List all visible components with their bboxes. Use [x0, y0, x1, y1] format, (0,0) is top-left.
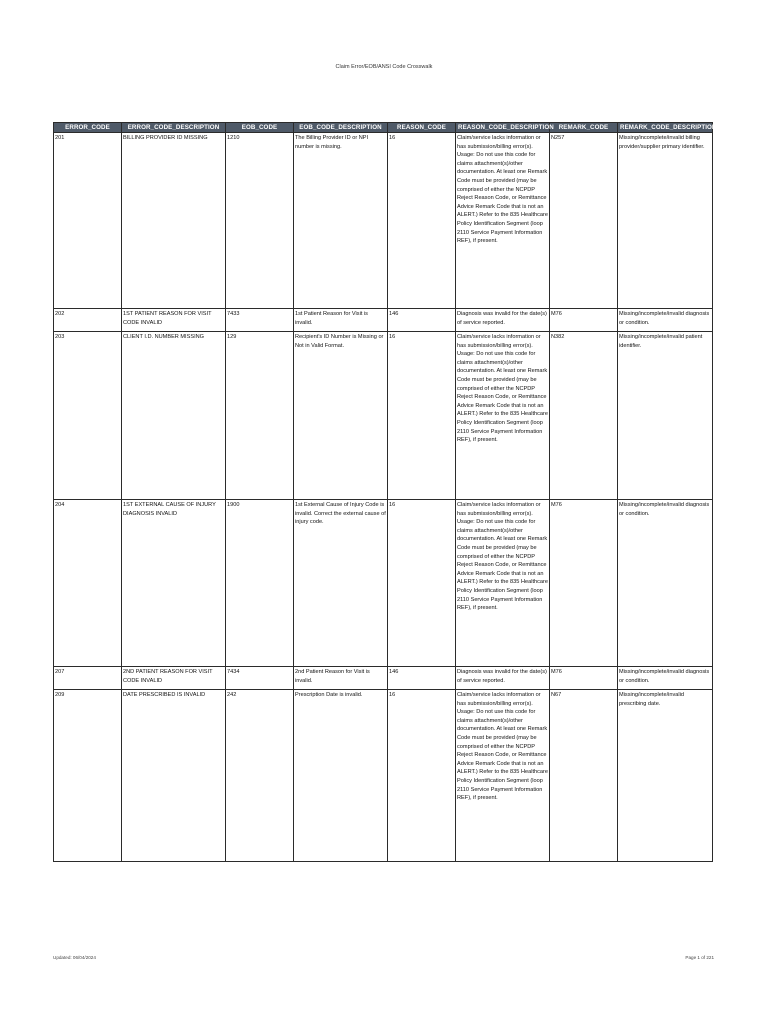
- table-row: [54, 133, 713, 309]
- cell-reason-description: Diagnosis was invalid for the date(s) of service reported.: [456, 309, 550, 332]
- cell-remark-description: Missing/incomplete/invalid diagnosis or condition.: [618, 667, 713, 690]
- cell-error-code: 202: [54, 309, 122, 332]
- cell-eob-description: 1st External Cause of Injury Code is invalid. Correct the external cause of injury code.: [294, 500, 388, 667]
- cell-error-description: 2ND PATIENT REASON FOR VISIT CODE INVALID: [122, 667, 226, 690]
- header-reason-code-description: REASON_CODE_DESCRIPTION: [456, 123, 550, 133]
- cell-error-code: 201: [54, 133, 122, 309]
- cell-remark-description: Missing/incomplete/invalid diagnosis or condition.: [618, 500, 713, 667]
- cell-reason-code: 16: [388, 133, 456, 309]
- cell-reason-code: 16: [388, 500, 456, 667]
- table-row: [54, 309, 713, 332]
- header-error-code-description: ERROR_CODE_DESCRIPTION: [122, 123, 226, 133]
- table-row: [54, 500, 713, 667]
- cell-reason-code: 16: [388, 690, 456, 862]
- cell-remark-description: Missing/incomplete/invalid diagnosis or condition.: [618, 309, 713, 332]
- cell-reason-description: Diagnosis was invalid for the date(s) of service reported.: [456, 667, 550, 690]
- cell-remark-description: Missing/incomplete/invalid patient identifier.: [618, 332, 713, 500]
- cell-remark-description: Missing/incomplete/invalid billing provider/supplier primary identifier.: [618, 133, 713, 309]
- cell-error-description: 1ST PATIENT REASON FOR VISIT CODE INVALID: [122, 309, 226, 332]
- cell-reason-description: Claim/service lacks information or has submission/billing error(s). Usage: Do not use this code for claims attachment(s)/other documentation. At least one Remark Code must be provided (may be comprised of either the NCPDP Reject Reason Code, or Remittance Advice Remark Code that is not an ALERT.) Refer to the 835 Healthcare Policy Identification Segment (loop 2110 Service Payment Information REF), if present.: [456, 690, 550, 862]
- cell-eob-code: 242: [226, 690, 294, 862]
- table-row: [54, 667, 713, 690]
- cell-remark-code: N257: [550, 133, 618, 309]
- cell-remark-code: M76: [550, 667, 618, 690]
- cell-reason-description: Claim/service lacks information or has submission/billing error(s). Usage: Do not use this code for claims attachment(s)/other documentation. At least one Remark Code must be provided (may be comprised of either the NCPDP Reject Reason Code, or Remittance Advice Remark Code that is not an ALERT.) Refer to the 835 Healthcare Policy Identification Segment (loop 2110 Service Payment Information REF), if present.: [456, 500, 550, 667]
- header-row: [54, 123, 713, 133]
- header-error-code: ERROR_CODE: [54, 123, 122, 133]
- cell-error-code: 207: [54, 667, 122, 690]
- header-reason-code: REASON_CODE: [388, 123, 456, 133]
- cell-remark-code: N67: [550, 690, 618, 862]
- cell-remark-description: Missing/incomplete/invalid prescribing date.: [618, 690, 713, 862]
- cell-error-description: DATE PRESCRIBED IS INVALID: [122, 690, 226, 862]
- crosswalk-table: [53, 122, 717, 862]
- cell-eob-code: 1900: [226, 500, 294, 667]
- cell-eob-description: Recipient's ID Number is Missing or Not in Valid Format.: [294, 332, 388, 500]
- table-row: [54, 690, 713, 862]
- header-eob-code-description: EOB_CODE_DESCRIPTION: [294, 123, 388, 133]
- cell-reason-code: 146: [388, 667, 456, 690]
- cell-error-code: 203: [54, 332, 122, 500]
- cell-reason-code: 16: [388, 332, 456, 500]
- cell-eob-description: 2nd Patient Reason for Visit is invalid.: [294, 667, 388, 690]
- cell-remark-code: M76: [550, 500, 618, 667]
- cell-error-description: 1ST EXTERNAL CAUSE OF INJURY DIAGNOSIS INVALID: [122, 500, 226, 667]
- cell-eob-code: 1210: [226, 133, 294, 309]
- footer-page-number: Page 1 of 221: [685, 955, 714, 960]
- cell-remark-code: M76: [550, 309, 618, 332]
- cell-error-description: CLIENT I.D. NUMBER MISSING: [122, 332, 226, 500]
- cell-eob-code: 7434: [226, 667, 294, 690]
- cell-error-code: 204: [54, 500, 122, 667]
- cell-reason-description: Claim/service lacks information or has submission/billing error(s). Usage: Do not use this code for claims attachment(s)/other documentation. At least one Remark Code must be provided (may be comprised of either the NCPDP Reject Reason Code, or Remittance Advice Remark Code that is not an ALERT.) Refer to the 835 Healthcare Policy Identification Segment (loop 2110 Service Payment Information REF), if present.: [456, 332, 550, 500]
- cell-eob-code: 129: [226, 332, 294, 500]
- cell-reason-description: Claim/service lacks information or has submission/billing error(s). Usage: Do not use this code for claims attachment(s)/other documentation. At least one Remark Code must be provided (may be comprised of either the NCPDP Reject Reason Code, or Remittance Advice Remark Code that is not an ALERT.) Refer to the 835 Healthcare Policy Identification Segment (loop 2110 Service Payment Information REF), if present.: [456, 133, 550, 309]
- cell-eob-description: Prescription Date is invalid.: [294, 690, 388, 862]
- header-remark-code-description: REMARK_CODE_DESCRIPTION: [618, 123, 713, 133]
- cell-eob-code: 7433: [226, 309, 294, 332]
- cell-error-code: 209: [54, 690, 122, 862]
- cell-eob-description: 1st Patient Reason for Visit is invalid.: [294, 309, 388, 332]
- cell-error-description: BILLING PROVIDER ID MISSING: [122, 133, 226, 309]
- document-title: Claim Error/EOB/ANSI Code Crosswalk: [335, 64, 433, 70]
- cell-eob-description: The Billing Provider ID or NPI number is missing.: [294, 133, 388, 309]
- table-row: [54, 332, 713, 500]
- footer-updated-date: Updated: 06/04/2024: [53, 955, 96, 960]
- header-remark-code: REMARK_CODE: [550, 123, 618, 133]
- cell-remark-code: N382: [550, 332, 618, 500]
- header-eob-code: EOB_CODE: [226, 123, 294, 133]
- cell-reason-code: 146: [388, 309, 456, 332]
